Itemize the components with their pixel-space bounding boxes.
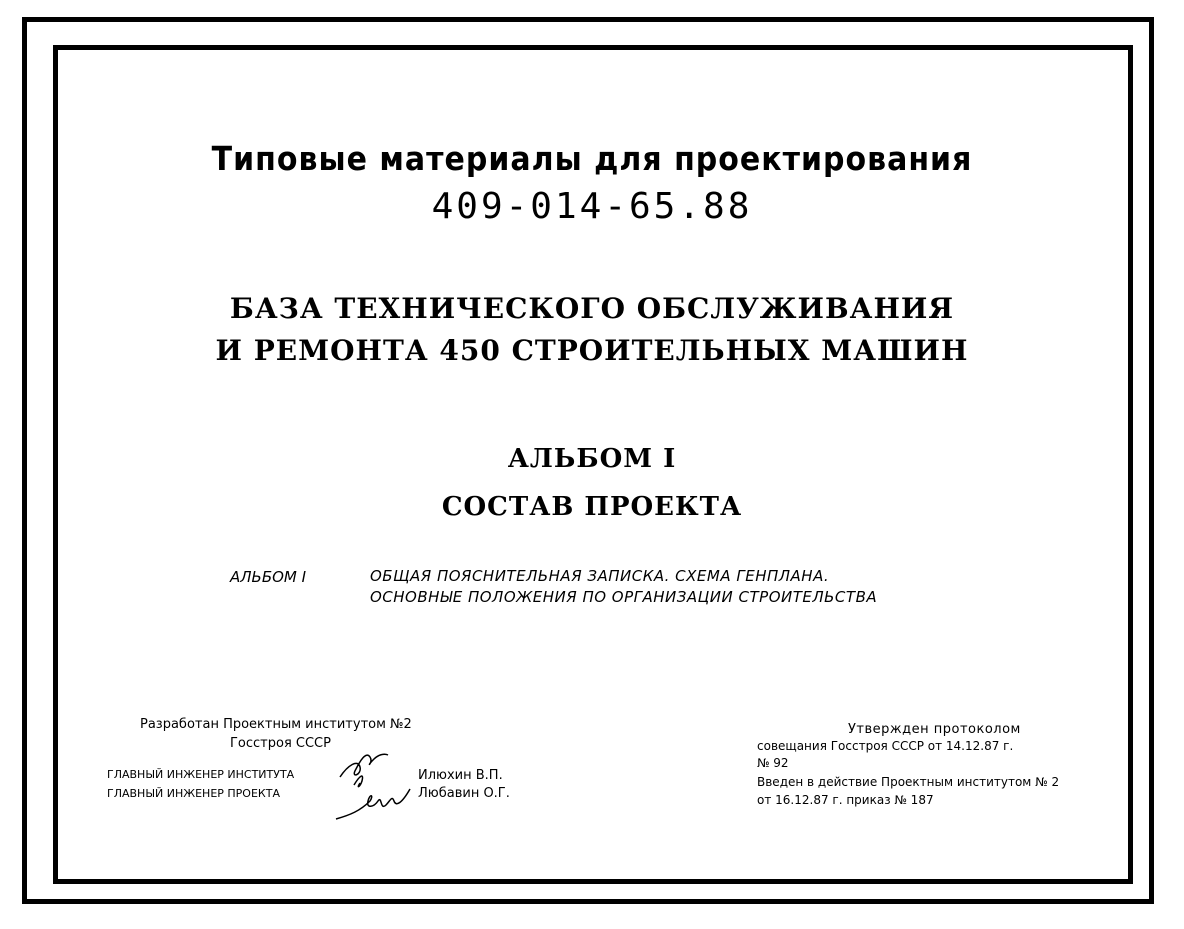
developer-line-2: Госстроя СССР: [230, 736, 331, 751]
approval-line-5: от 16.12.87 г. приказ № 187: [757, 793, 934, 807]
approval-line-1: Утвержден протоколом: [848, 722, 1021, 737]
composition-heading: СОСТАВ ПРОЕКТА: [441, 492, 743, 522]
chief-engineer-project-role: ГЛАВНЫЙ ИНЖЕНЕР ПРОЕКТА: [107, 787, 280, 800]
chief-engineer-institute-role: ГЛАВНЫЙ ИНЖЕНЕР ИНСТИТУТА: [107, 768, 295, 781]
sheet-title: Типовые материалы для проектирования: [211, 140, 973, 179]
contents-line-1: ОБЩАЯ ПОЯСНИТЕЛЬНАЯ ЗАПИСКА. СХЕМА ГЕНПЛАНА.: [370, 567, 830, 585]
chief-engineer-institute-name: Илюхин В.П.: [418, 768, 503, 783]
subject-line-2: И РЕМОНТА 450 СТРОИТЕЛЬНЫХ МАШИН: [215, 334, 969, 367]
approval-line-4: Введен в действие Проектным институтом № 2: [757, 775, 1060, 789]
handwritten-signatures: [330, 745, 420, 825]
contents-album-label: АЛЬБОМ I: [230, 568, 307, 586]
chief-engineer-project-name: Любавин О.Г.: [418, 786, 510, 801]
approval-line-3: № 92: [757, 756, 789, 770]
album-heading: АЛЬБОМ I: [507, 444, 677, 474]
document-code: 409-014-65.88: [431, 186, 753, 227]
approval-line-2: совещания Госстроя СССР от 14.12.87 г.: [757, 739, 1014, 753]
subject-line-1: БАЗА ТЕХНИЧЕСКОГО ОБСЛУЖИВАНИЯ: [229, 292, 955, 325]
developer-line-1: Разработан Проектным институтом №2: [140, 717, 412, 732]
contents-line-2: ОСНОВНЫЕ ПОЛОЖЕНИЯ ПО ОРГАНИЗАЦИИ СТРОИТЕЛЬСТВА: [370, 588, 878, 606]
